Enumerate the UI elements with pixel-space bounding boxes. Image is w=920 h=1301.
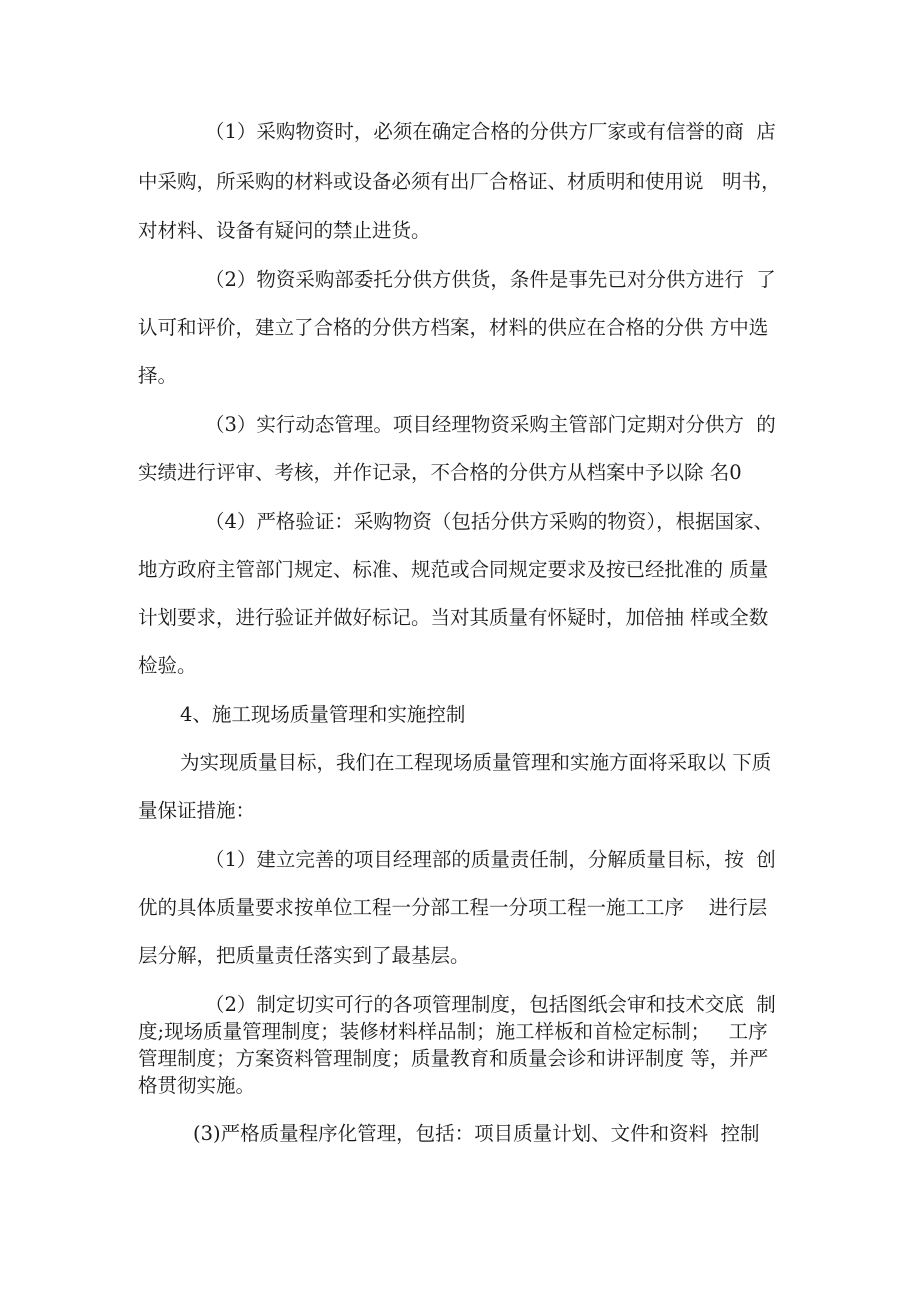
text-line: （2）物资采购部委托分供方供货，条件是事先已对分供方进行 了 <box>205 268 776 291</box>
text-line: 格贯彻实施。 <box>138 1074 256 1097</box>
text-line: 为实现质量目标，我们在工程现场质量管理和实施方面将采取以 下质 <box>180 751 772 774</box>
text-line: 度;现场质量管理制度；装修材料样品制；施工样板和首检定标制； 工序 <box>138 1020 768 1043</box>
text-line: 层分解，把质量责任落实到了最基层。 <box>138 944 470 967</box>
text-line: （4）严格验证：采购物资（包括分供方采购的物资），根据国家、 <box>205 510 774 533</box>
text-line: (3)严格质量程序化管理，包括：项目质量计划、文件和资料 控制 <box>193 1122 760 1145</box>
section-heading: 4、施工现场质量管理和实施控制 <box>180 703 466 726</box>
text-line: 择。 <box>138 364 178 387</box>
text-line: 中采购，所采购的材料或设备必须有出厂合格证、材质明和使用说 明书， <box>138 170 781 193</box>
text-line: （3）实行动态管理。项目经理物资采购主管部门定期对分供方 的 <box>205 413 776 436</box>
text-line: 对材料、设备有疑问的禁止进货。 <box>138 219 431 242</box>
text-line: 认可和评价，建立了合格的分供方档案，材料的供应在合格的分供 方中选 <box>138 316 769 339</box>
text-line: 优的具体质量要求按单位工程一分部工程一分项工程一施工工序 进行层 <box>138 896 768 919</box>
text-line: 检验。 <box>138 654 197 677</box>
text-line: （2）制定切实可行的各项管理制度，包括图纸会审和技术交底 制 <box>205 993 776 1016</box>
text-line: （1）采购物资时，必须在确定合格的分供方厂家或有信誉的商 店 <box>205 120 776 143</box>
text-line: 地方政府主管部门规定、标准、规范或合同规定要求及按已经批准的 质量 <box>138 558 769 581</box>
text-line: 量保证措施： <box>138 799 256 822</box>
text-line: （1）建立完善的项目经理部的质量责任制，分解质量目标，按 创 <box>205 848 776 871</box>
text-line: 计划要求，进行验证并做好标记。当对其质量有怀疑时，加倍抽 样或全数 <box>138 606 769 629</box>
text-line: 实绩进行评审、考核，并作记录，不合格的分供方从档案中予以除 名0 <box>138 461 742 484</box>
text-line: 管理制度；方案资料管理制度；质量教育和质量会诊和讲评制度 等，并严 <box>138 1047 769 1070</box>
